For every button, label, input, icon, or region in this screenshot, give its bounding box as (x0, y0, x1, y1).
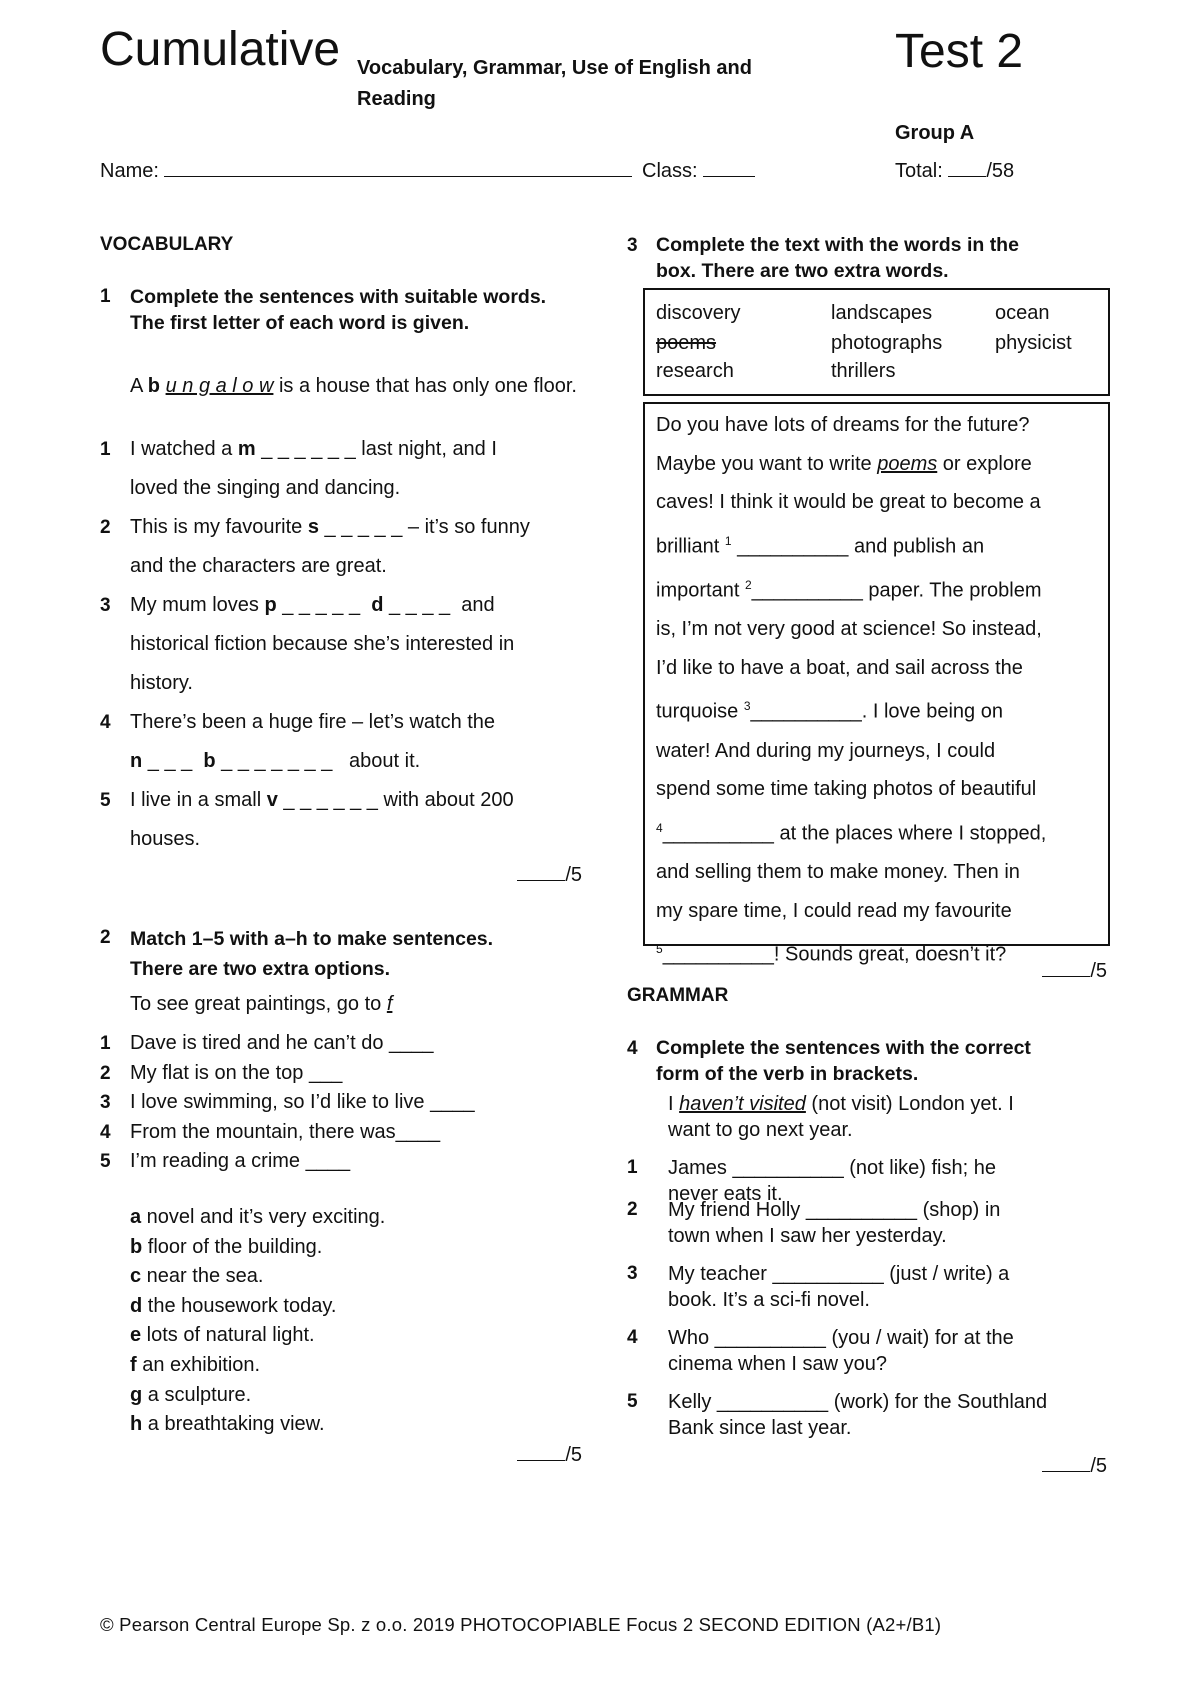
ex3-example-answer: poems (877, 452, 938, 475)
total-score (895, 160, 1014, 183)
ex2-number: 2 (100, 927, 111, 948)
word-box-item: photographs (831, 332, 943, 354)
word-box-item: thrillers (831, 360, 896, 382)
name-class-row (100, 160, 755, 183)
ex1-instruction: Complete the sentences with suitable words. The first letter of each word is given. (130, 286, 547, 334)
ex4-score-field[interactable] (1042, 1471, 1090, 1472)
list-item: 4 From the mountain, there was____ (100, 1120, 441, 1143)
ex4-example-answer: haven’t visited (679, 1093, 806, 1115)
list-item: 4 There’s been a huge fire – let’s watch the n _ _ _ b _ _ _ _ _ _ _ about it. (100, 711, 496, 772)
ex4-number: 4 (627, 1038, 638, 1059)
ex2-items (100, 1029, 580, 1177)
ex3-score: /5 (995, 960, 1107, 983)
ex1-score-field[interactable] (517, 880, 565, 881)
list-item: 4 Who __________ (you / wait) for at the cinema when I saw you? (627, 1327, 1014, 1375)
ex2-instruction: Match 1–5 with a–h to make sentences. There are two extra options. (130, 928, 494, 980)
option-item: h a breathtaking view. (130, 1413, 325, 1436)
copyright-footer: © Pearson Central Europe Sp. z o.o. 2019 PHOTOCOPIABLE Focus 2 SECOND EDITION (A2+/B1) (100, 1614, 942, 1635)
ex2-options (130, 1203, 385, 1440)
class-label: Class: (642, 160, 698, 182)
option-item: b floor of the building. (130, 1235, 323, 1258)
word-box-item-used: poems (656, 332, 717, 354)
group-label: Group A (895, 122, 975, 144)
name-field[interactable] (164, 176, 632, 177)
option-item: d the housework today. (130, 1294, 337, 1317)
list-item: 1 I watched a m _ _ _ _ _ _ last night, and I loved the singing and dancing. (100, 438, 497, 499)
word-box-item: ocean (995, 302, 1050, 324)
ex4-instruction: Complete the sentences with the correct form of the verb in brackets. (656, 1037, 1031, 1085)
option-item: e lots of natural light. (130, 1324, 315, 1347)
total-field[interactable] (948, 176, 986, 177)
ex3-number: 3 (627, 235, 638, 256)
list-item: 1 Dave is tired and he can’t do ____ (100, 1032, 434, 1054)
list-item: 5 Kelly __________ (work) for the Southland Bank since last year. (627, 1391, 1048, 1439)
reading-text-box (643, 402, 1110, 966)
list-item: 5 I’m reading a crime ____ (100, 1150, 351, 1172)
ex1-score: /5 (470, 864, 582, 887)
word-box-item: discovery (656, 302, 741, 324)
page-title: Cumulative (100, 23, 341, 76)
word-box (643, 288, 1110, 396)
list-item: 3 My mum loves p _ _ _ _ _ d _ _ _ _ and historical fiction because she’s interested in history. (100, 594, 515, 694)
word-box-item: research (656, 360, 734, 382)
list-item: 3 I love swimming, so I’d like to live ____ (100, 1091, 475, 1113)
ex3-instruction: Complete the text with the words in the box. There are two extra words. (656, 234, 1019, 282)
ex2-example: To see great paintings, go to f (130, 993, 393, 1015)
list-item: 5 I live in a small v _ _ _ _ _ _ with about 200 houses. (100, 789, 514, 850)
ex2-example-answer: f (386, 993, 393, 1015)
ex4-items (627, 1155, 1117, 1441)
total-label: Total: (895, 160, 943, 182)
ex4-example: I haven’t visited (not visit) London yet. I want to go next year. (668, 1093, 1014, 1141)
test-number: Test 2 (895, 25, 1024, 78)
page-subtitle: Vocabulary, Grammar, Use of English and Reading (357, 57, 752, 110)
list-item: 2 My flat is on the top ___ (100, 1061, 343, 1084)
class-field[interactable] (703, 176, 755, 177)
word-box-item: physicist (995, 332, 1072, 354)
option-item: c near the sea. (130, 1265, 264, 1288)
ex4-score: /5 (995, 1455, 1107, 1478)
ex1-example: A b u n g a l o w is a house that has only one floor. (130, 375, 577, 397)
ex1-example-answer: u n g a l o w (165, 375, 274, 397)
ex2-score-field[interactable] (517, 1460, 565, 1461)
word-box-item: landscapes (831, 302, 933, 324)
ex1-number: 1 (100, 286, 111, 307)
vocabulary-heading: VOCABULARY (100, 234, 234, 255)
option-item: f an exhibition. (130, 1353, 261, 1376)
option-item: g a sculpture. (130, 1383, 252, 1406)
name-label: Name: (100, 160, 159, 182)
ex1-items (100, 430, 600, 859)
list-item: 3 My teacher __________ (just / write) a book. It’s a sci-fi novel. (627, 1263, 1010, 1311)
option-item: a novel and it’s very exciting. (130, 1206, 386, 1228)
grammar-heading: GRAMMAR (627, 985, 729, 1006)
list-item: 1 James __________ (not like) fish; he never eats it. (627, 1157, 996, 1205)
list-item: 2 This is my favourite s _ _ _ _ _ – it’s so funny and the characters are great. (100, 516, 530, 577)
list-item: 2 My friend Holly __________ (shop) in town when I saw her yesterday. (627, 1199, 1001, 1247)
reading-text: Do you have lots of dreams for the future? Maybe you want to write poems or explore caves! I think it would be great to become a brilliant $^1$ __________ and publish an important $^2$__________ paper. The problem is, I’m not very good at science! So instead, I’d like to have a boat, and sail across the turquoise $^3$__________. I love being on water! And during my journeys, I could spend some time taking photos of beautiful $^4$__________ at the places where I stopped, and selling them to make money. Then in my spare time, I could read my favourite $^5$__________! Sounds great, doesn’t it? (656, 414, 1047, 966)
ex2-score: /5 (470, 1444, 582, 1467)
ex3-score-field[interactable] (1042, 976, 1090, 977)
total-max: /58 (986, 160, 1015, 182)
